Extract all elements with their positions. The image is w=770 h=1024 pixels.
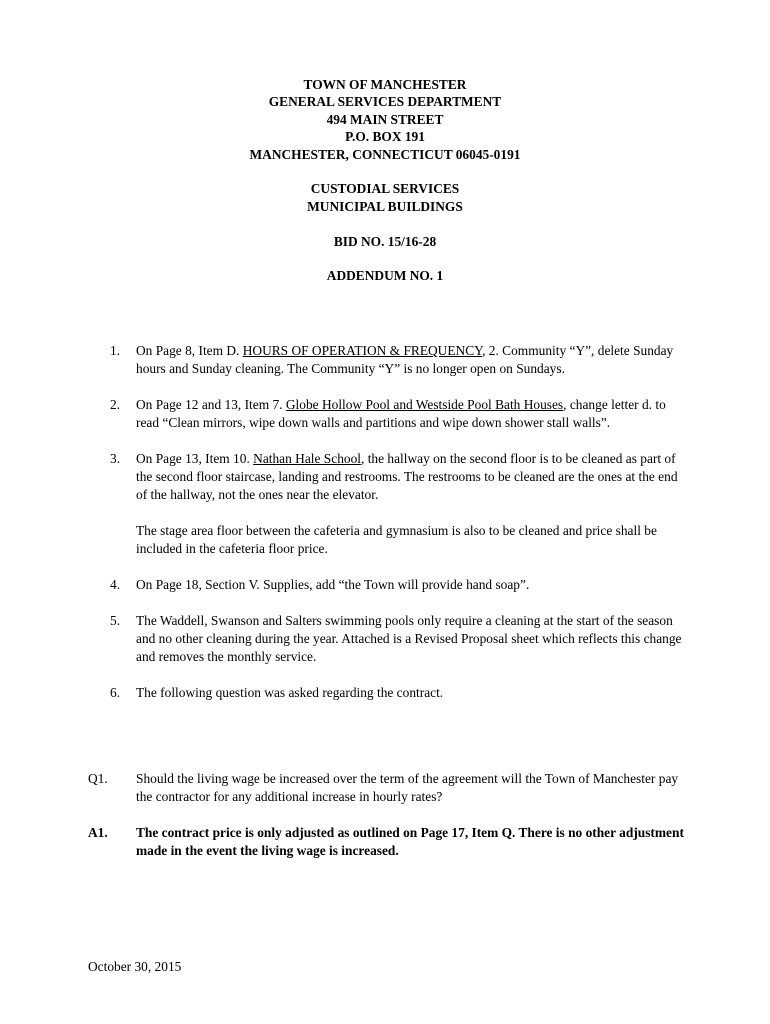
item-text: On Page 13, Item 10. Nathan Hale School, the hallway on the second floor is to be cleaned as part of the second floor staircase, landing and restrooms. The restrooms to be cleaned are the ones at the end of the hallway, not the ones near the elevator. [136,451,678,502]
header-department: GENERAL SERVICES DEPARTMENT [268,94,502,110]
item-text: The following question was asked regarding the contract. [136,685,444,700]
item-number: 3. [110,451,121,466]
question-label: Q1. [88,771,108,786]
document-date: October 30, 2015 [88,959,182,974]
addendum-number: ADDENDUM NO. 1 [326,268,444,284]
document-header [0,76,770,285]
item-text: On Page 12 and 13, Item 7. Globe Hollow Pool and Westside Pool Bath Houses, change letter d. to read “Clean mirrors, wipe down walls and partitions and wipe down shower stall walls”. [136,397,666,430]
header-city: MANCHESTER, CONNECTICUT 06045-0191 [249,146,521,162]
item-text: The Waddell, Swanson and Salters swimming pools only require a cleaning at the start of the season and no other cleaning during the year. Attached is a Revised Proposal sheet which reflects this change and removes the monthly service. [136,613,682,664]
question-block [88,770,688,806]
list-item [110,450,690,558]
item-text: On Page 18, Section V. Supplies, add “the Town will provide hand soap”. [136,577,530,592]
bid-number: BID NO. 15/16-28 [333,233,437,249]
item-text-continued: The stage area floor between the cafeteria and gymnasium is also to be cleaned and price shall be included in the cafeteria floor price. [136,523,657,556]
list-item [110,342,690,378]
answer-block [88,824,688,860]
header-town: TOWN OF MANCHESTER [303,77,467,92]
item-title-underlined: Globe Hollow Pool and Westside Pool Bath Houses [285,397,564,412]
item-text: On Page 8, Item D. HOURS OF OPERATION & FREQUENCY, 2. Community “Y”, delete Sunday hours and Sunday cleaning. The Community “Y” is no longer open on Sundays. [136,343,674,376]
list-item [110,396,690,432]
item-title-underlined: Nathan Hale School [253,451,361,466]
list-item [110,576,690,594]
header-custodial: CUSTODIAL SERVICES [310,181,460,197]
answer-text: The contract price is only adjusted as outlined on Page 17, Item Q. There is no other adjustment made in the event the living wage is increased. [136,825,684,858]
header-street: 494 MAIN STREET [326,111,444,127]
item-number: 5. [110,613,121,628]
header-municipal: MUNICIPAL BUILDINGS [307,198,463,214]
item-number: 1. [110,343,121,358]
header-po-box: P.O. BOX 191 [345,129,425,145]
answer-label: A1. [88,825,108,840]
addendum-items [110,342,690,720]
item-title-underlined: HOURS OF OPERATION & FREQUENCY [242,343,483,358]
item-number: 4. [110,577,121,592]
list-item [110,684,690,702]
question-text: Should the living wage be increased over the term of the agreement will the Town of Manchester pay the contractor for any additional increase in hourly rates? [136,771,679,804]
item-number: 2. [110,397,121,412]
item-number: 6. [110,685,121,700]
list-item [110,612,690,666]
